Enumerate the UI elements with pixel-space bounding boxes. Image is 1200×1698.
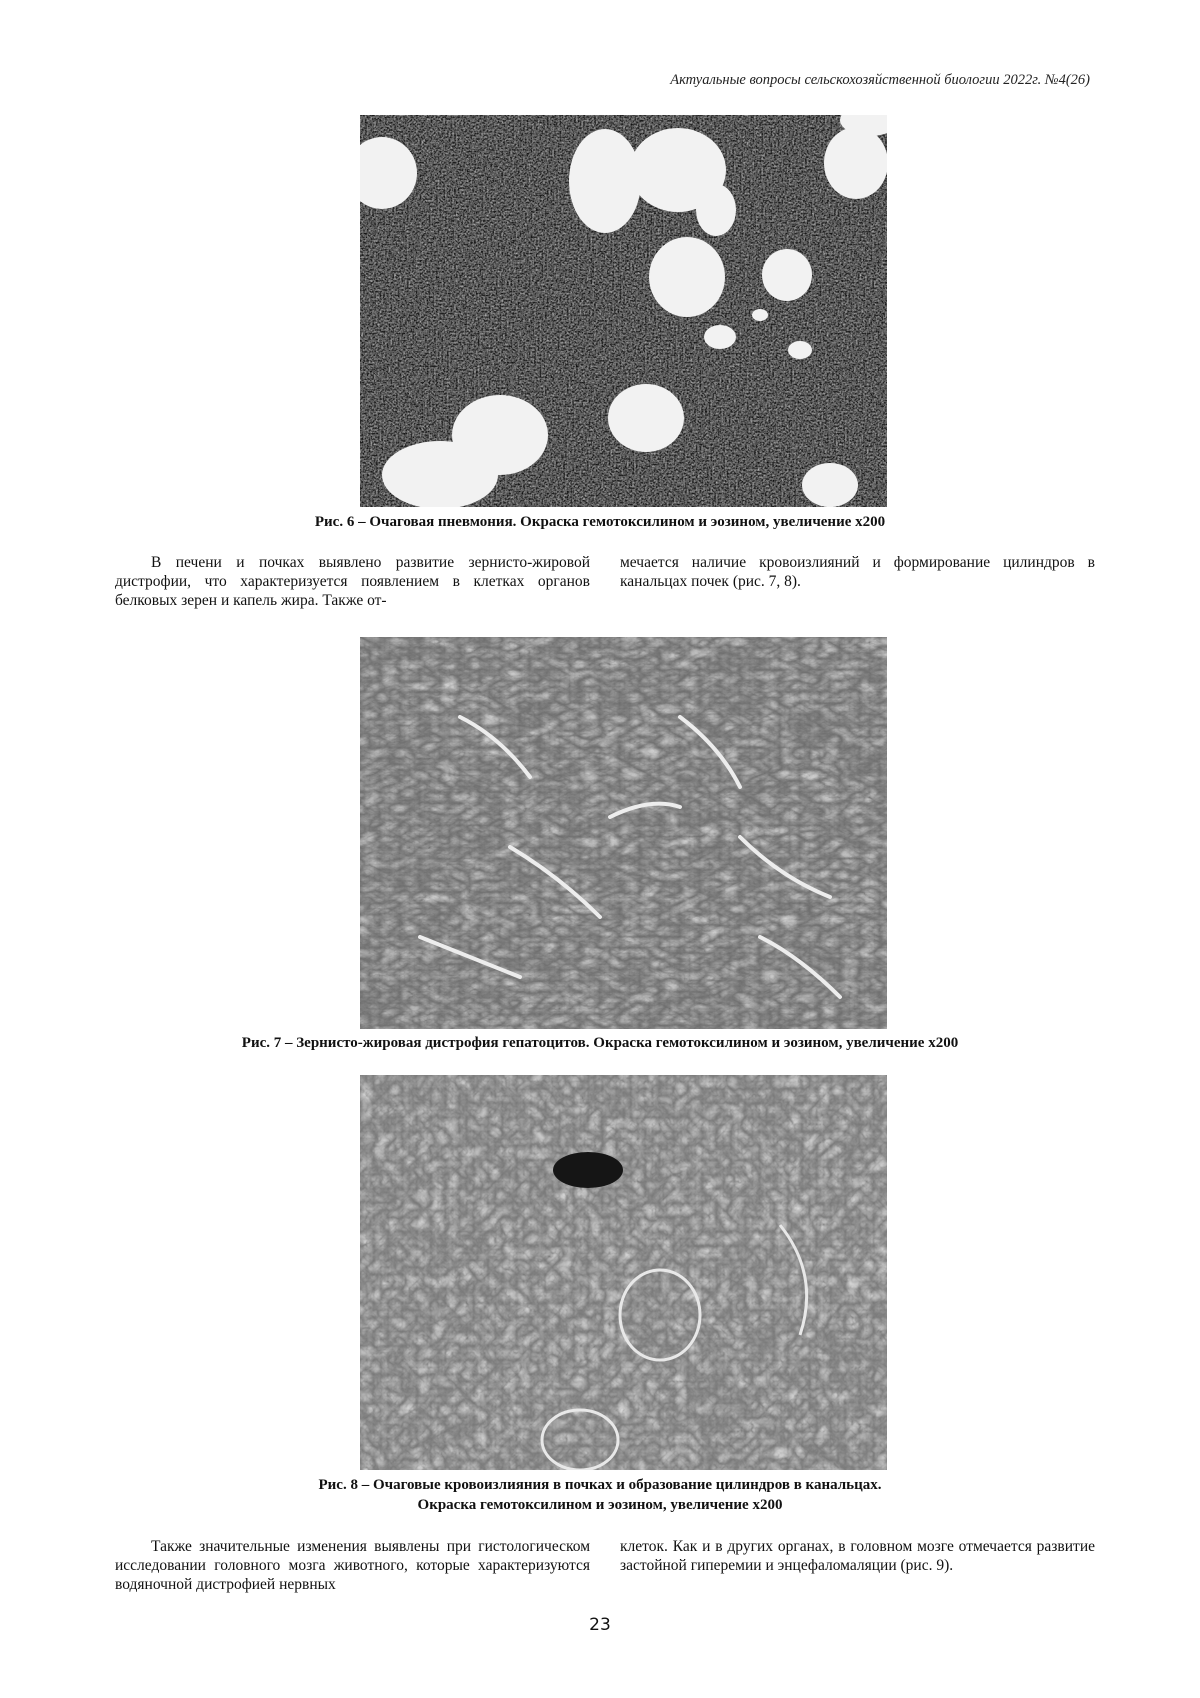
figure-7-caption: Рис. 7 – Зернисто-жировая дистрофия гепатоцитов. Окраска гемотоксилином и эозином, увеличение х200 bbox=[241, 1035, 959, 1051]
figure-6-caption: Рис. 6 – Очаговая пневмония. Окраска гемотоксилином и эозином, увеличение х200 bbox=[314, 514, 886, 530]
figure-8-caption-line-1: Рис. 8 – Очаговые кровоизлияния в почках и образование цилиндров в канальцах. bbox=[318, 1477, 882, 1493]
figure-8-micrograph bbox=[360, 1075, 887, 1470]
journal-header: Актуальные вопросы сельскохозяйственной биологии 2022г. №4(26) bbox=[670, 72, 1090, 88]
figure-6-micrograph bbox=[360, 115, 887, 507]
paragraph-1-left: В печени и почках выявлено развитие зернисто-жировой дистрофии, что характеризуется появлением в клетках органов белковых зерен и капель жира. Также от- bbox=[115, 554, 590, 609]
page-number: 23 bbox=[589, 1615, 611, 1635]
figure-8-caption-line-2: Окраска гемотоксилином и эозином, увеличение х200 bbox=[417, 1497, 783, 1513]
paragraph-2-left: Также значительные изменения выявлены при гистологическом исследовании головного мозга животного, которые характеризуются водяночной дистрофией нервных bbox=[115, 1538, 590, 1593]
figure-7-micrograph bbox=[360, 637, 887, 1029]
paragraph-2-right: клеток. Как и в других органах, в головном мозге отмечается развитие застойной гиперемии и энцефаломаляции (рис. 9). bbox=[620, 1538, 1095, 1574]
paragraph-1-right: мечается наличие кровоизлияний и формирование цилиндров в канальцах почек (рис. 7, 8). bbox=[620, 554, 1095, 590]
